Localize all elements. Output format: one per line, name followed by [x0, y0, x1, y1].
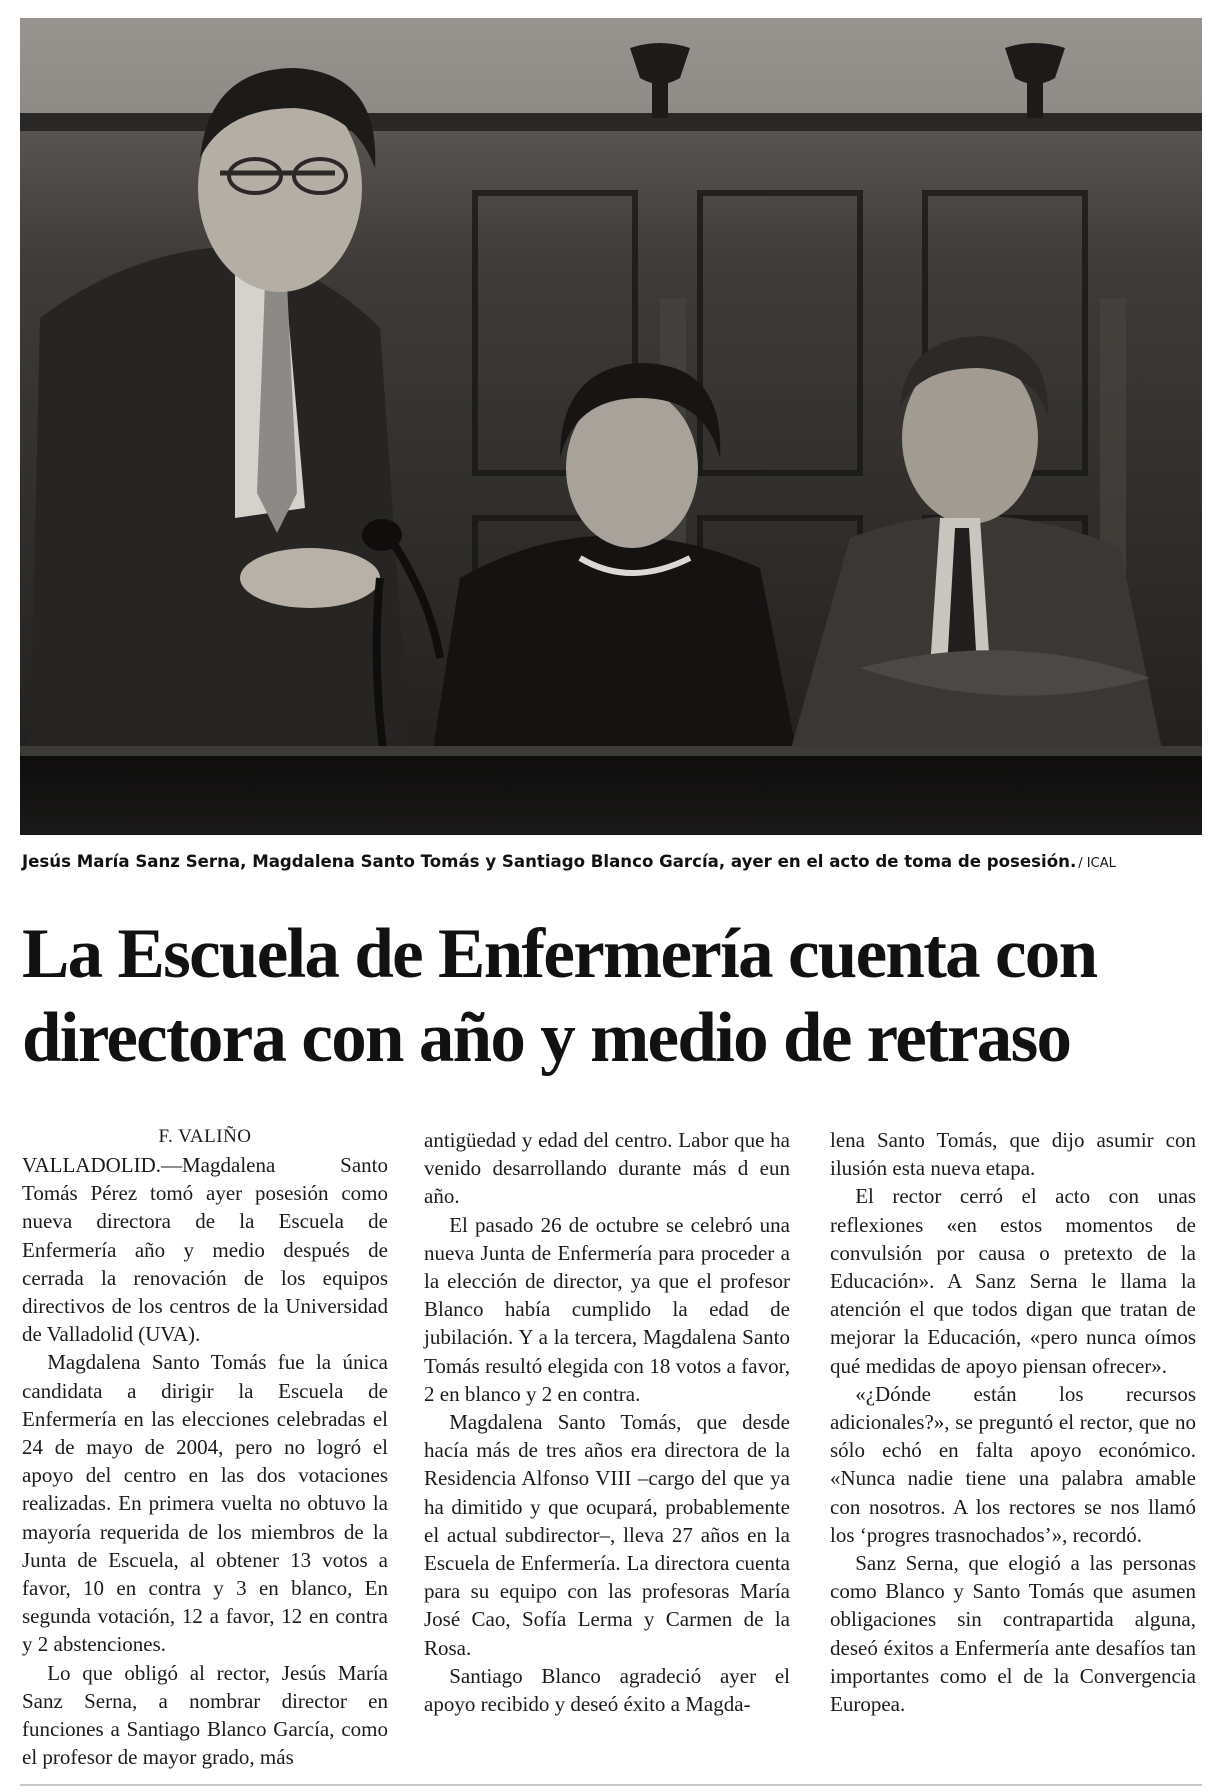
headline-line-2: directora con año y medio de retraso [22, 999, 1071, 1077]
paragraph: «¿Dónde están los recursos adicionales?», se preguntó el rector, que no sólo echó en falta apoyo económico. «Nunca nadie tiene una palabra amable con nosotros. A los rectores se nos llamó los ‘progres trasnochados’», recordó. [830, 1381, 1196, 1547]
byline: F. VALIÑO [158, 1126, 252, 1147]
article-column-2 [424, 1126, 790, 1718]
bottom-rule [20, 1784, 1202, 1786]
paragraph: Lo que obligó al rector, Jesús María Sanz Serna, a nombrar director en funciones a Santiago Blanco García, como el profesor de mayor grado, más [22, 1660, 388, 1770]
paragraph: Sanz Serna, que elogió a las personas como Blanco y Santo Tomás que asumen obligaciones sin contrapartida alguna, deseó éxitos a Enfermería ante desafíos tan importantes como el de la Convergencia Europea. [830, 1551, 1196, 1717]
photo-credit: / ICAL [1078, 856, 1116, 871]
article-column-3 [830, 1126, 1196, 1718]
paragraph: VALLADOLID.—Magdalena Santo Tomás Pérez tomó ayer posesión como nueva directora de la Escuela de Enfermería año y medio después de cerrada la renovación de los equipos directivos de los centros de la Universidad de Valladolid (UVA). [22, 1153, 388, 1347]
photo-illustration [20, 18, 1202, 835]
caption-text: Jesús María Sanz Serna, Magdalena Santo Tomás y Santiago Blanco García, ayer en el acto de toma de posesión. [22, 852, 1077, 871]
paragraph: lena Santo Tomás, que dijo asumir con ilusión esta nueva etapa. [830, 1128, 1196, 1181]
paragraph: El rector cerró el acto con unas reflexiones «en estos momentos de convulsión por causa o pretexto de la Educación». A Sanz Serna le llama la atención el que todos digan que tratan de mejorar la Educación, «pero nunca oímos qué medidas de apoyo piensan ofrecer». [830, 1184, 1196, 1378]
news-photo [20, 18, 1202, 835]
article-column-1 [22, 1124, 388, 1771]
paragraph: antigüedad y edad del centro. Labor que ha venido desarrollando durante más d eun año. [424, 1128, 790, 1209]
article-headline [22, 912, 1202, 1080]
paragraph: El pasado 26 de octubre se celebró una nueva Junta de Enfermería para proceder a la elección de director, ya que el profesor Blanco había cumplido la edad de jubilación. Y a la tercera, Magdalena Santo Tomás resultó elegida con 18 votos a favor, 2 en blanco y 2 en contra. [424, 1212, 790, 1406]
paragraph: Magdalena Santo Tomás fue la única candidata a dirigir la Escuela de Enfermería en las elecciones celebradas el 24 de mayo de 2004, pero no logró el apoyo del centro en las dos votaciones realizadas. En primera vuelta no obtuvo la mayoría requerida de los miembros de la Junta de Escuela, al obtener 13 votos a favor, 10 en contra y 3 en blanco, En segunda votación, 12 a favor, 12 en contra y 2 abstenciones. [22, 1350, 388, 1657]
paragraph: Magdalena Santo Tomás, que desde hacía más de tres años era directora de la Residencia Alfonso VIII –cargo del que ya ha dimitido y que ocupará, probablemente el actual subdirector–, lleva 27 años en la Escuela de Enfermería. La directora cuenta para su equipo con las profesoras María José Cao, Sofía Lerma y Carmen de la Rosa. [424, 1410, 790, 1660]
photo-caption [22, 852, 1202, 871]
paragraph: Santiago Blanco agradeció ayer el apoyo recibido y deseó éxito a Magda- [424, 1663, 790, 1717]
headline-line-1: La Escuela de Enfermería cuenta con [22, 915, 1097, 993]
